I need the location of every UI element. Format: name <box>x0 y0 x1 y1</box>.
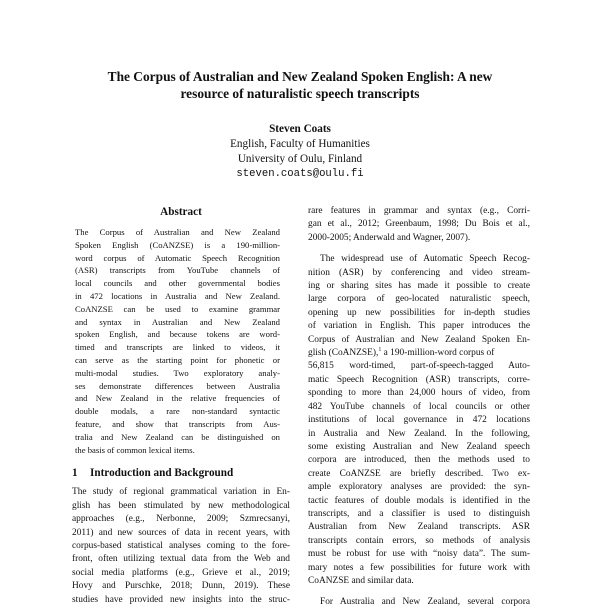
body-line: 2011) and new sources of data in recent years, with <box>72 527 290 538</box>
right-paragraph-2 <box>308 253 530 588</box>
abstract-line: local councils and other governmental bodies <box>75 278 280 289</box>
body-line: of variation in English. This paper introduces the <box>308 321 530 332</box>
body-line: 2000-2005; Anderwald and Wagner, 2007). <box>308 232 471 243</box>
body-line: front, often utilizing textual data from the Web and <box>72 554 290 565</box>
body-line <box>308 347 530 360</box>
body-line: corpora are introduced, then the methods used to <box>308 455 530 466</box>
body-line: opening up new possibilities for in-depth studies <box>308 307 530 318</box>
abstract-line: (ASR) transcripts from YouTube channels of <box>75 265 280 276</box>
abstract-line: CoANZSE can be used to examine grammar <box>75 303 280 314</box>
body-line: 56,815 word-timed, part-of-speech-tagged Auto- <box>308 361 530 372</box>
body-line: approaches (e.g., Nerbonne, 2009; Szmrecsanyi, <box>72 514 290 525</box>
body-line: corpus-based statistical analyses coming to the fore- <box>72 540 290 551</box>
title-line-2: resource of naturalistic speech transcripts <box>180 86 420 101</box>
abstract-line: Spoken English (CoANZSE) is a 190-million- <box>75 239 280 250</box>
body-line: transcripts, and a classifier is used to distinguish <box>308 508 530 519</box>
author-email: steven.coats@oulu.fi <box>236 168 364 180</box>
footnote-marker[interactable]: 1 <box>378 346 382 353</box>
body-line: sponding to more than 24,000 hours of video, from <box>308 388 530 399</box>
section-heading <box>72 466 290 480</box>
abstract-line: and syntax in Australian and New Zealand <box>75 316 280 327</box>
author-affiliation-2: University of Oulu, Finland <box>237 153 363 165</box>
body-line: mary notes a few possibilities for future work with <box>308 562 530 573</box>
body-line: glish has been stimulated by new methodological <box>72 500 290 511</box>
abstract-text <box>75 226 280 456</box>
body-line: For Australia and New Zealand, several corpora <box>320 597 530 608</box>
body-line: Australian from New Zealand transcripts. ASR <box>308 522 530 533</box>
body-line: large corpora of geo-located naturalistic speech, <box>308 294 530 305</box>
left-column <box>72 205 290 607</box>
body-line-end: a 190-million-word corpus of <box>381 348 495 359</box>
right-paragraph-1 <box>308 205 530 245</box>
body-line: 482 YouTube channels of local councils or other <box>308 401 530 412</box>
abstract-line: can serve as the starting point for phonetic or <box>75 354 280 365</box>
body-line: nition (ASR) by conferencing and video stream- <box>308 267 530 278</box>
abstract-heading: Abstract <box>160 206 202 218</box>
body-line: Corpus of Australian and New Zealand Spoken En- <box>308 334 530 345</box>
section-number: 1 <box>72 467 78 480</box>
body-line: some existing Australian and New Zealand speech <box>308 441 530 452</box>
right-paragraph-3 <box>308 596 530 609</box>
body-line: institutions of local governance in 472 locations <box>308 415 530 426</box>
body-line: must be robust for use with “noisy data”. The sum- <box>308 549 530 560</box>
abstract-line: ses demonstrate differences between Australia <box>75 380 280 391</box>
body-line: rare features in grammar and syntax (e.g., Corri- <box>308 206 530 216</box>
body-line: social media platforms (e.g., Grieve et al., 2019; <box>72 567 290 578</box>
body-line-start: glish (CoANZSE), <box>308 348 379 359</box>
right-column <box>308 205 530 610</box>
abstract-line: the basis of common lexical items. <box>75 444 195 455</box>
author-name: Steven Coats <box>269 123 331 135</box>
body-line: ample exploratory analyses are provided: the syn- <box>308 482 530 493</box>
author-block <box>0 122 600 182</box>
abstract-line: tralia and New Zealand can be distinguished on <box>75 431 280 442</box>
body-line: tactic features of double modals is identified in the <box>308 495 530 506</box>
author-affiliation-1: English, Faculty of Humanities <box>230 138 370 150</box>
body-line: studies have provided new insights into the struc- <box>72 594 290 605</box>
abstract-line: in 472 locations in Australia and New Zealand. <box>75 290 280 301</box>
abstract-line: word corpus of Automatic Speech Recognition <box>75 252 280 263</box>
abstract-line: and New Zealand in the relative frequencies of <box>75 393 280 404</box>
abstract-line: spoken English, and because tokens are word- <box>75 329 280 340</box>
abstract-line: double modals, a rare non-standard syntactic <box>75 406 280 417</box>
body-line: create CoANZSE are briefly described. Two ex- <box>308 468 530 479</box>
body-line: Hovy and Purschke, 2018; Dunn, 2019). These <box>72 581 290 592</box>
body-line: transcripts contain errors, so methods of analysis <box>308 535 530 546</box>
abstract-line: The Corpus of Australian and New Zealand <box>75 227 280 237</box>
body-line: The widespread use of Automatic Speech Recog- <box>320 254 530 265</box>
abstract-line: multi-modal studies. Two exploratory analy- <box>75 367 280 378</box>
intro-paragraph <box>72 486 290 607</box>
abstract-line: feature, and show that transcripts from Aus- <box>75 418 280 429</box>
body-line: gan et al., 2012; Greenbaum, 1998; Du Bois et al., <box>308 219 530 230</box>
body-line: ing or sharing sites has made it possible to create <box>308 281 530 292</box>
body-line: The study of regional grammatical variation in En- <box>72 487 290 498</box>
section-title: Introduction and Background <box>90 467 234 480</box>
title-line-1: The Corpus of Australian and New Zealand Spoken English: A new <box>107 69 493 84</box>
body-line: CoANZSE and similar data. <box>308 575 414 586</box>
abstract-line: timed and transcripts are linked to videos, it <box>75 342 280 353</box>
body-line: in Australia and New Zealand. In the following, <box>308 428 530 439</box>
paper-title <box>0 68 600 102</box>
body-line: matic Speech Recognition (ASR) transcripts, corre- <box>308 374 530 385</box>
